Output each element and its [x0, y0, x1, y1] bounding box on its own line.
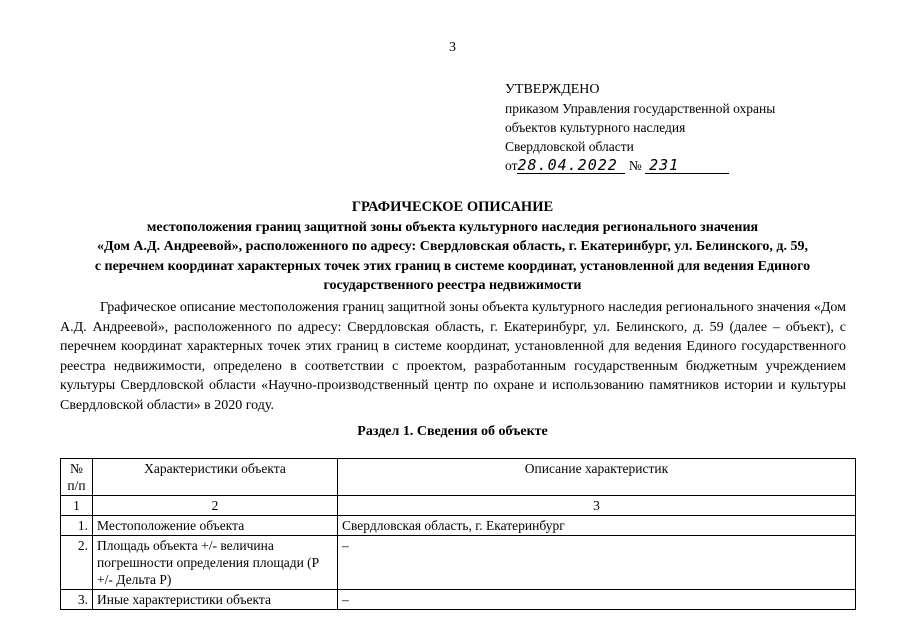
body-paragraph: Графическое описание местоположения границ защитной зоны объекта культурного наследия регионального значения «Дом А.Д. Андреевой», расположенного по адресу: Свердловская область, г. Екатеринбург, ул. Белинского, д. 59 (далее – объект), с перечнем координат характерных точек этих границ в системе координат, установленной для ведения Единого государственного реестра недвижимости, определено в соответствии с проектом, разработанным государственным бюджетным учреждением культуры Свердловской области «Научно-производственный центр по охране и использованию памятников истории и культуры Свердловской области» в 2020 году.: [60, 300, 846, 413]
title-line-2: местоположения границ защитной зоны объекта культурного наследия регионального значения: [146, 219, 759, 235]
table-index-row: [61, 496, 856, 516]
section-title: Раздел 1. Сведения об объекте: [357, 424, 548, 439]
approval-block: [505, 80, 775, 175]
header-description: Описание характеристик: [338, 459, 856, 496]
row-description: –: [338, 590, 856, 610]
approval-heading: УТВЕРЖДЕНО: [505, 82, 600, 97]
row-description: –: [338, 536, 856, 590]
row-description: Свердловская область, г. Екатеринбург: [338, 516, 856, 536]
index-cell-3: 3: [338, 496, 856, 516]
index-cell-1: 1: [61, 496, 93, 516]
number-prefix: №: [628, 158, 642, 173]
header-num: № п/п: [61, 459, 93, 496]
title-line-5: государственного реестра недвижимости: [323, 278, 582, 293]
document-title: [50, 198, 855, 296]
index-cell-2: 2: [93, 496, 338, 516]
row-characteristic: Иные характеристики объекта: [93, 590, 338, 610]
header-characteristic: Характеристики объекта: [93, 459, 338, 496]
title-line-3: «Дом А.Д. Андреевой», расположенного по адресу: Свердловская область, г. Екатеринбург, ул. Белинского, д. 59,: [97, 239, 808, 254]
row-num: 2.: [61, 536, 93, 590]
row-characteristic: Местоположение объекта: [93, 516, 338, 536]
row-num: 1.: [61, 516, 93, 536]
row-num: 3.: [61, 590, 93, 610]
title-line-1: ГРАФИЧЕСКОЕ ОПИСАНИЕ: [351, 199, 554, 215]
date-prefix: от: [505, 158, 518, 173]
table-row: [61, 516, 856, 536]
table-row: [61, 590, 856, 610]
table-header-row: [61, 459, 856, 496]
approval-line-3: Свердловской области: [505, 139, 634, 154]
table-row: [61, 536, 856, 590]
approval-line-1: приказом Управления государственной охраны: [505, 101, 776, 116]
object-info-table: [60, 458, 856, 610]
handwritten-number: 231: [645, 158, 729, 174]
page-number: 3: [449, 40, 456, 55]
row-characteristic: Площадь объекта +/- величина погрешности определения площади (Р +/- Дельта Р): [93, 536, 338, 590]
approval-line-2: объектов культурного наследия: [505, 120, 686, 135]
title-line-4: с перечнем координат характерных точек этих границ в системе координат, установленной для ведения Единого: [94, 258, 811, 274]
handwritten-date: 28.04.2022: [517, 158, 625, 174]
approval-date-line: [505, 156, 775, 175]
